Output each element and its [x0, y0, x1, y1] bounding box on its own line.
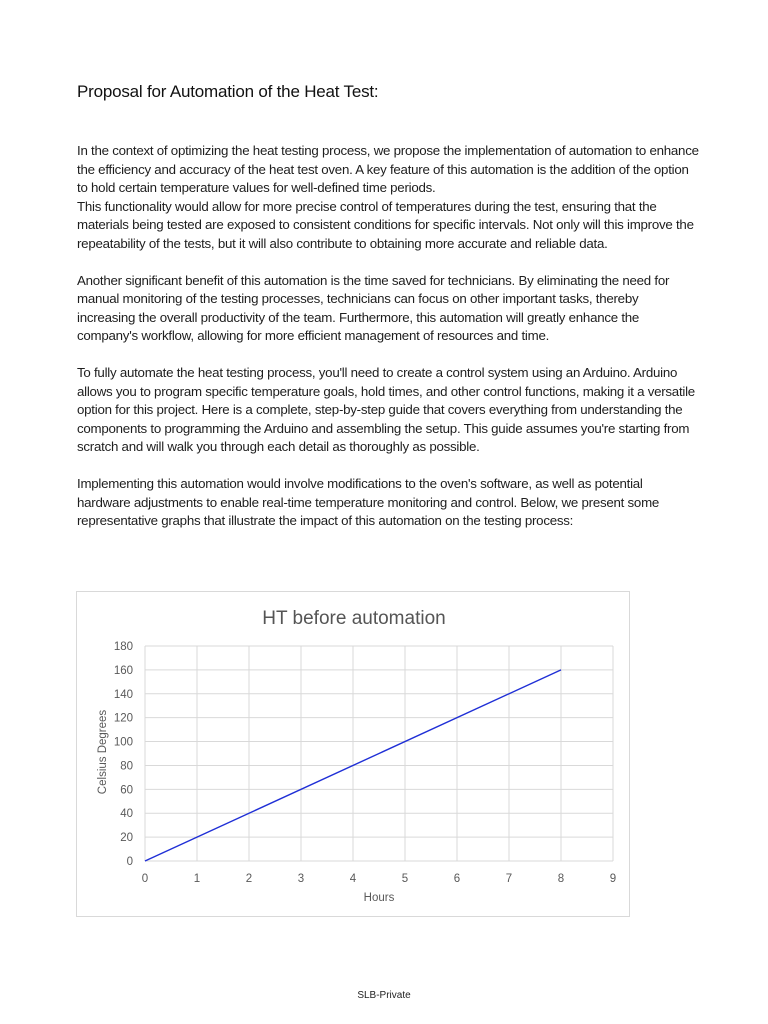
y-tick-label: 80	[120, 760, 133, 773]
y-tick-label: 20	[120, 832, 133, 845]
x-tick-label: 0	[141, 873, 149, 885]
y-tick-label: 160	[113, 664, 133, 677]
x-tick-label: 4	[349, 873, 357, 885]
x-tick-label: 2	[245, 873, 253, 885]
y-tick-label: 100	[113, 736, 133, 749]
x-axis-label: Hours	[363, 892, 395, 904]
y-tick-label: 40	[120, 808, 133, 821]
paragraph-benefits	[77, 272, 699, 346]
paragraph-line: To fully automate the heat testing process, you'll need to create a control system using an Arduino. Arduino allows you to program specific temperature goals, hold times, and other control functions, making it a versatile option for this project. Here is a complete, step-by-step guide that covers everything from understanding the components to programming the Arduino and assembling the setup. This guide assumes you're starting from scratch and will walk you through each detail as thoroughly as possible.	[77, 365, 695, 454]
x-tick-label: 6	[453, 873, 461, 885]
x-tick-label: 3	[297, 873, 305, 885]
chart-ticks	[114, 641, 616, 885]
x-tick-label: 7	[505, 873, 513, 885]
x-tick-label: 8	[557, 873, 565, 885]
y-axis-label: Celsius Degrees	[97, 709, 109, 795]
y-tick-label: 120	[113, 712, 133, 725]
y-tick-label: 140	[113, 688, 133, 701]
x-tick-label: 1	[193, 873, 201, 885]
paragraph-arduino	[77, 364, 699, 457]
document-title: Proposal for Automation of the Heat Test:	[77, 82, 379, 101]
x-tick-label: 9	[609, 873, 617, 885]
chart-container	[76, 591, 630, 917]
document-body	[77, 142, 699, 549]
paragraph-line: Implementing this automation would involve modifications to the oven's software, as well as potential hardware adjustments to enable real-time temperature monitoring and control. Below, we present some representative graphs that illustrate the impact of this automation on the testing process:	[77, 476, 660, 528]
footer-classification: SLB-Private	[357, 990, 411, 1001]
paragraph-intro	[77, 142, 699, 253]
x-tick-label: 5	[401, 873, 409, 885]
paragraph-line: Another significant benefit of this automation is the time saved for technicians. By eliminating the need for manual monitoring of the testing processes, technicians can focus on other important tasks, thereby increasing the overall productivity of the team. Furthermore, this automation will greatly enhance the company's workflow, allowing for more efficient management of resources and time.	[77, 272, 670, 343]
paragraph-line: In the context of optimizing the heat testing process, we propose the implementation of automation to enhance the efficiency and accuracy of the heat test oven. A key feature of this automation is the addition of the option to hold certain temperature values for well-defined time periods.	[77, 143, 699, 195]
line-chart	[77, 592, 631, 918]
paragraph-line: This functionality would allow for more precise control of temperatures during the test, ensuring that the materials being tested are exposed to consistent conditions for specific intervals. Not only will this improve the repeatability of the tests, but it will also contribute to obtaining more accurate and reliable data.	[77, 198, 694, 251]
y-tick-label: 0	[126, 856, 133, 868]
y-tick-label: 180	[113, 641, 133, 653]
chart-title: HT before automation	[262, 608, 446, 629]
y-tick-label: 60	[120, 784, 133, 797]
paragraph-implementation	[77, 475, 699, 531]
